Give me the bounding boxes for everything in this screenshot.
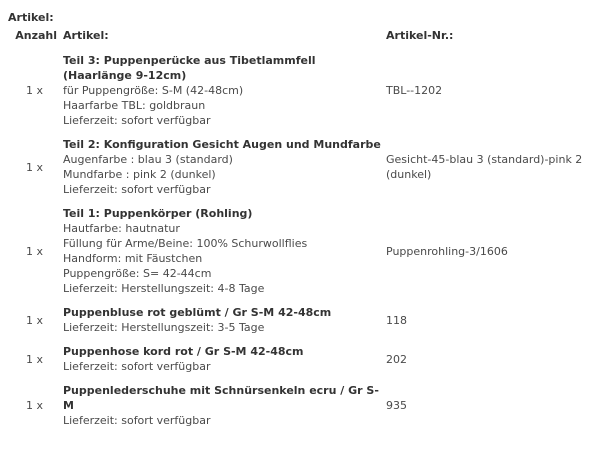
table-row	[8, 383, 596, 437]
table-row	[8, 206, 596, 305]
item-quantity: 1 x	[25, 244, 43, 258]
item-number: 935	[386, 399, 407, 412]
table-row	[8, 305, 596, 344]
item-detail: für Puppengröße: S-M (42-48cm)	[63, 84, 244, 97]
item-detail: Hautfarbe: hautnatur	[63, 222, 180, 235]
item-number: 202	[386, 352, 407, 366]
item-detail: Lieferzeit: sofort verfügbar	[63, 414, 211, 427]
section-title: Artikel:	[8, 11, 54, 24]
item-article	[61, 344, 384, 383]
item-detail: Puppengröße: S= 42-44cm	[63, 267, 212, 280]
table-row	[8, 53, 596, 137]
table-header-row	[8, 29, 596, 53]
order-items-table	[8, 29, 596, 437]
item-quantity: 1 x	[25, 84, 43, 97]
column-header-article: Artikel:	[63, 29, 109, 42]
item-article	[61, 383, 384, 437]
column-header-qty: Anzahl	[15, 29, 57, 42]
item-detail: Lieferzeit: Herstellungszeit: 3-5 Tage	[63, 321, 265, 334]
table-row	[8, 344, 596, 383]
item-number: Gesicht-45-blau 3 (standard)-pink 2 (dunkel)	[386, 153, 583, 181]
item-detail: Lieferzeit: Herstellungszeit: 4-8 Tage	[63, 282, 265, 295]
table-row	[8, 137, 596, 206]
item-name: Puppenlederschuhe mit Schnürsenkeln ecru / Gr S-M	[63, 384, 379, 412]
item-detail: Handform: mit Fäustchen	[63, 252, 203, 265]
item-quantity: 1 x	[25, 399, 43, 412]
item-article	[61, 206, 384, 305]
item-name: Teil 1: Puppenkörper (Rohling)	[63, 207, 253, 220]
item-quantity: 1 x	[25, 352, 43, 366]
item-detail: Augenfarbe : blau 3 (standard)	[63, 153, 233, 166]
item-quantity: 1 x	[25, 313, 43, 327]
item-name: Puppenbluse rot geblümt / Gr S-M 42-48cm	[63, 306, 332, 319]
item-detail: Lieferzeit: sofort verfügbar	[63, 183, 211, 196]
item-number: TBL--1202	[386, 84, 443, 97]
item-article	[61, 53, 384, 137]
item-number: Puppenrohling-3/1606	[386, 244, 508, 258]
item-article	[61, 137, 384, 206]
item-quantity: 1 x	[25, 160, 43, 174]
item-name: Teil 3: Puppenperücke aus Tibetlammfell (Haarlänge 9-12cm)	[63, 54, 316, 82]
item-article	[61, 305, 384, 344]
column-header-number: Artikel-Nr.:	[386, 29, 454, 42]
item-number: 118	[386, 313, 407, 327]
item-name: Puppenhose kord rot / Gr S-M 42-48cm	[63, 345, 304, 358]
item-name: Teil 2: Konfiguration Gesicht Augen und Mundfarbe	[63, 138, 381, 151]
item-detail: Lieferzeit: sofort verfügbar	[63, 114, 211, 127]
item-detail: Füllung für Arme/Beine: 100% Schurwollflies	[63, 237, 308, 250]
item-detail: Haarfarbe TBL: goldbraun	[63, 99, 206, 112]
item-detail: Mundfarbe : pink 2 (dunkel)	[63, 168, 216, 181]
item-detail: Lieferzeit: sofort verfügbar	[63, 360, 211, 373]
table-body	[8, 53, 596, 437]
